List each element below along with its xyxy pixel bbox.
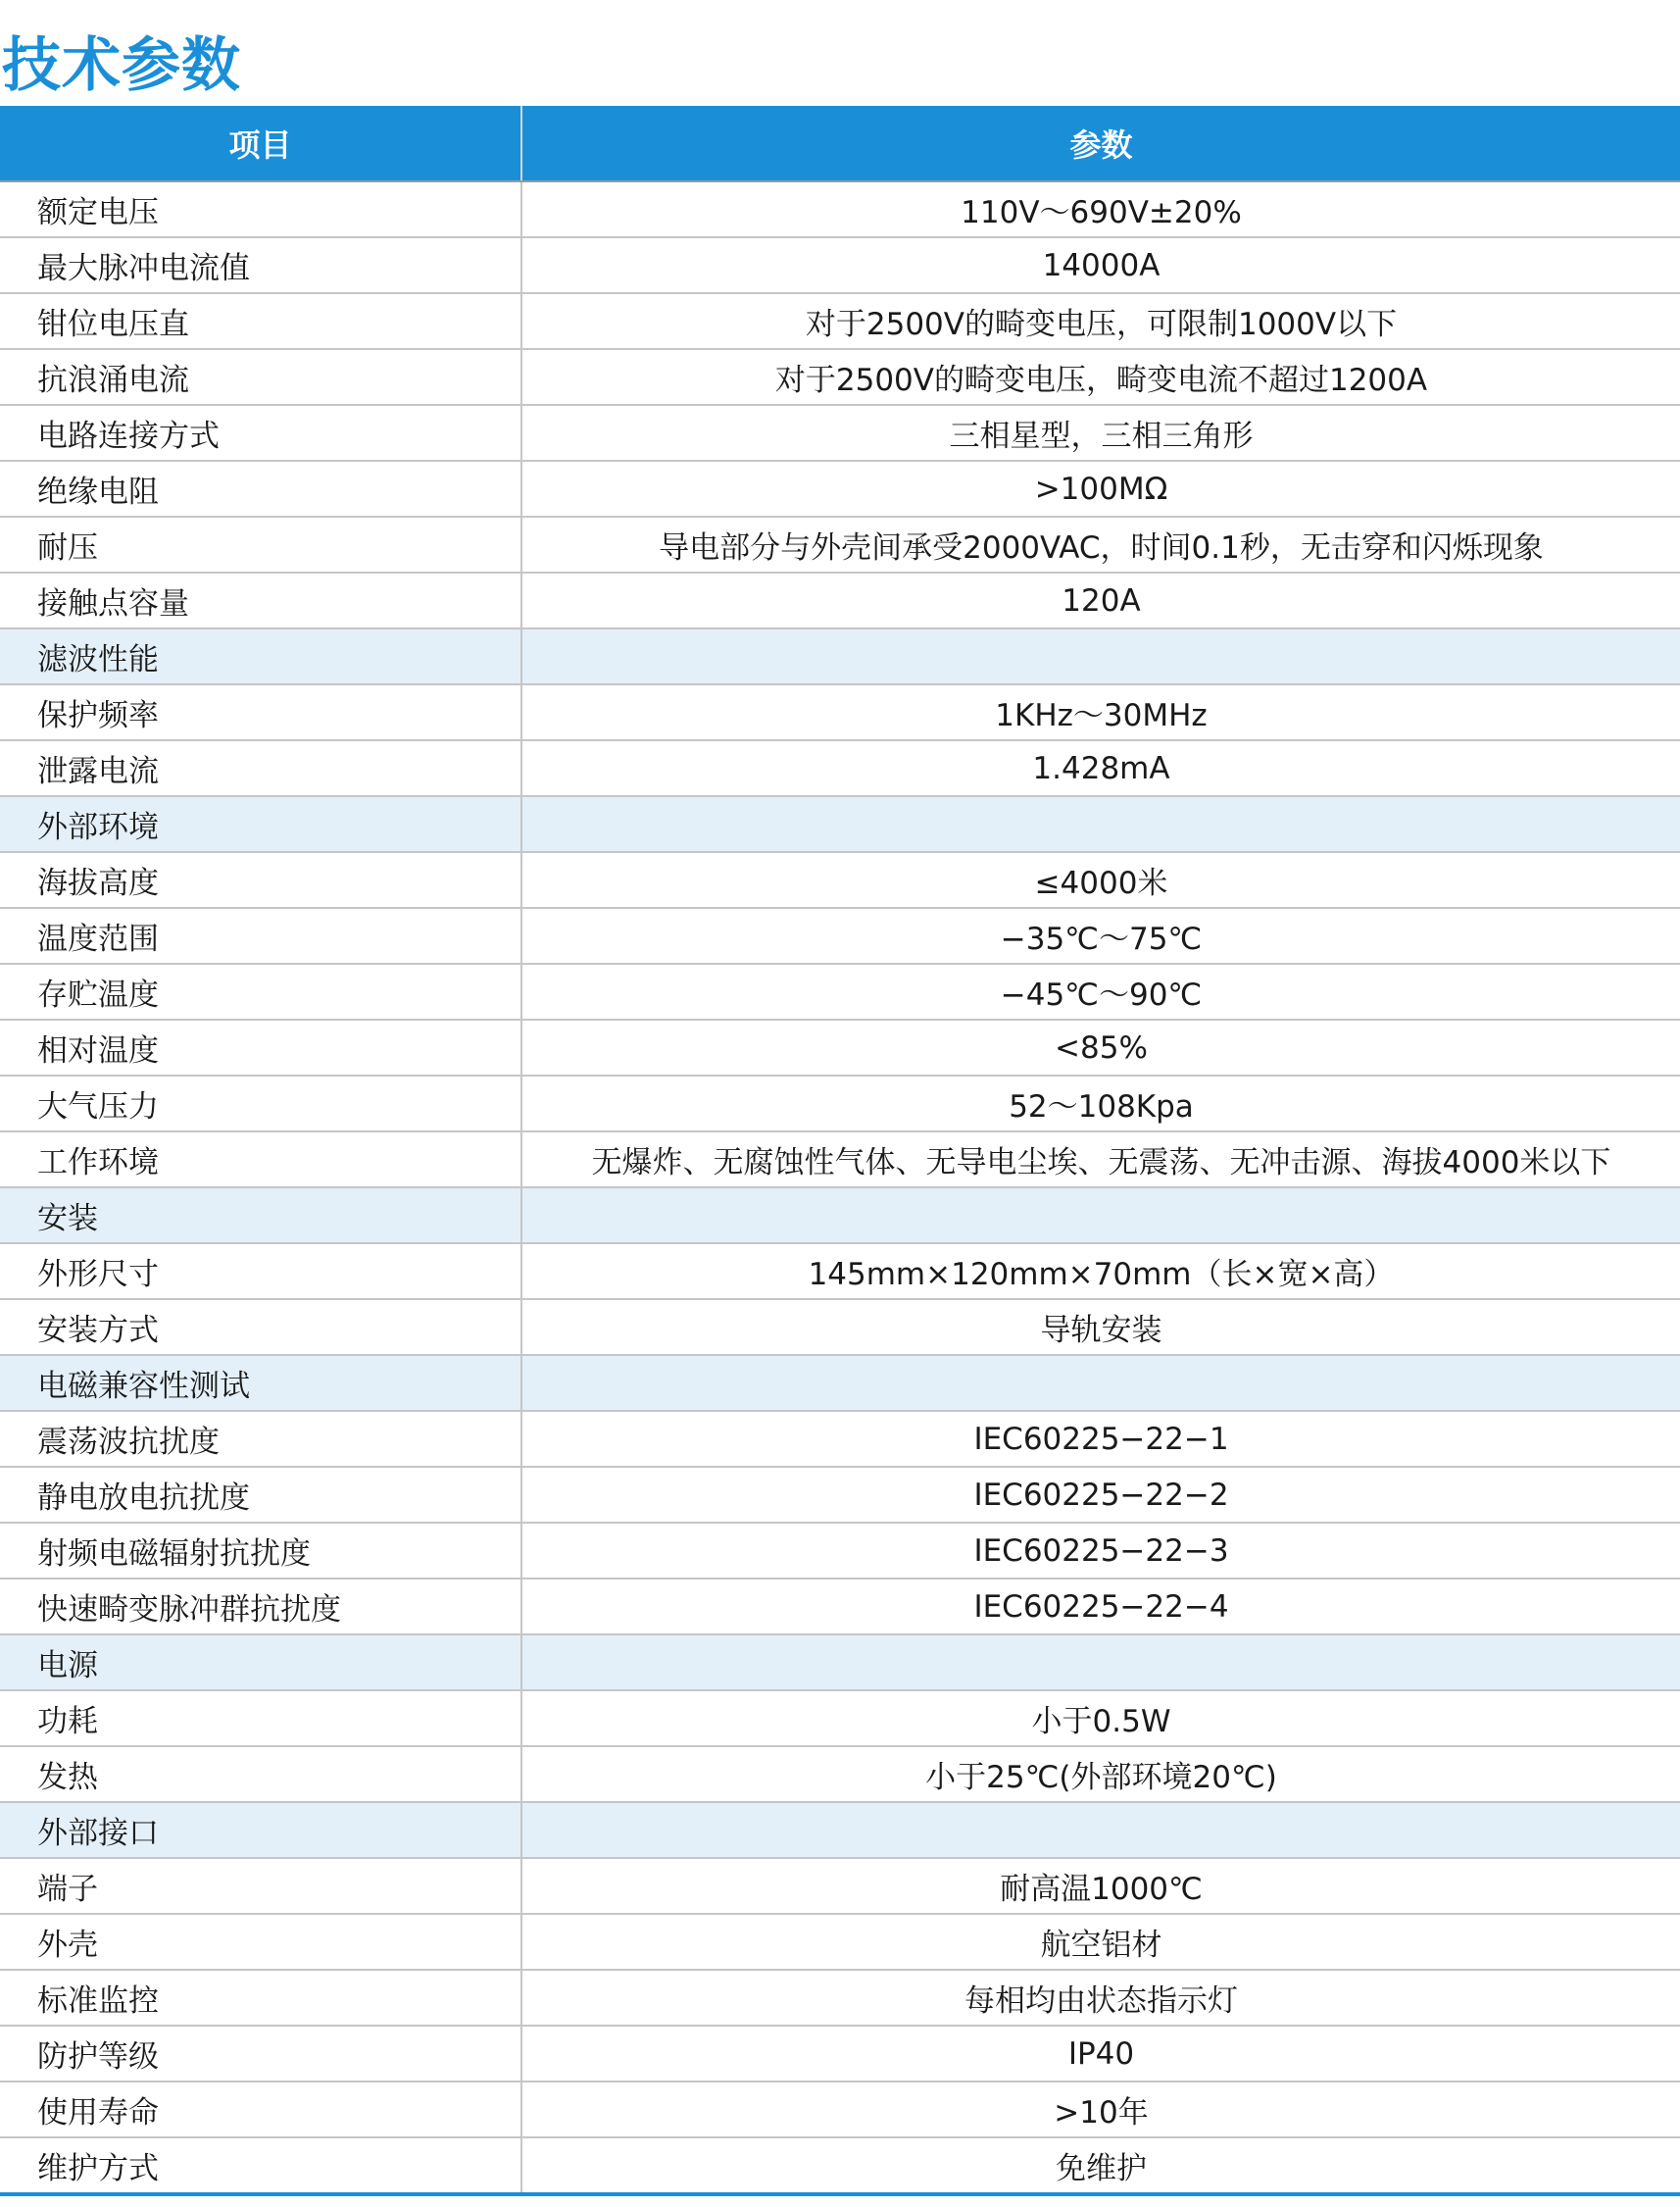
table-row (0, 1523, 1680, 1579)
row-item: 端子 (0, 1858, 521, 1914)
row-item: 温度范围 (0, 908, 521, 964)
table-row (0, 684, 1680, 740)
row-item: 额定电压 (0, 181, 521, 237)
row-item: 防护等级 (0, 2026, 521, 2082)
spec-table (0, 106, 1680, 2196)
table-row (0, 1076, 1680, 1131)
row-item: 存贮温度 (0, 964, 521, 1020)
row-item: 抗浪涌电流 (0, 349, 521, 405)
table-row (0, 1579, 1680, 1634)
row-item: 相对温度 (0, 1020, 521, 1076)
row-value (521, 1355, 1680, 1411)
row-value: 免维护 (521, 2137, 1680, 2194)
row-item: 发热 (0, 1746, 521, 1802)
table-row (0, 1467, 1680, 1523)
section-row (0, 1634, 1680, 1690)
table-row (0, 2137, 1680, 2194)
table-row (0, 349, 1680, 405)
section-title: 安装 (0, 1187, 521, 1243)
row-item: 标准监控 (0, 1970, 521, 2026)
page-title: 技术参数 (2, 31, 241, 100)
table-row (0, 1131, 1680, 1187)
section-row (0, 796, 1680, 852)
row-value: 小于0.5W (521, 1690, 1680, 1746)
row-item: 电路连接方式 (0, 405, 521, 461)
row-value: 耐高温1000℃ (521, 1858, 1680, 1914)
row-value: IEC60225−22−1 (521, 1411, 1680, 1467)
row-value: 三相星型，三相三角形 (521, 405, 1680, 461)
row-value: 小于25℃(外部环境20℃) (521, 1746, 1680, 1802)
header-param: 参数 (521, 106, 1680, 181)
row-value (521, 1187, 1680, 1243)
section-title: 外部接口 (0, 1802, 521, 1858)
section-row (0, 1802, 1680, 1858)
table-row (0, 461, 1680, 517)
row-value: −35℃～75℃ (521, 908, 1680, 964)
row-value: 52～108Kpa (521, 1076, 1680, 1131)
section-title: 电源 (0, 1634, 521, 1690)
table-row (0, 908, 1680, 964)
row-value (521, 1634, 1680, 1690)
row-value: 航空铝材 (521, 1914, 1680, 1970)
table-row (0, 1858, 1680, 1914)
row-item: 外形尺寸 (0, 1243, 521, 1299)
row-value: 120A (521, 573, 1680, 628)
row-value: IEC60225−22−2 (521, 1467, 1680, 1523)
section-title: 滤波性能 (0, 628, 521, 684)
row-value: 14000A (521, 237, 1680, 293)
row-item: 功耗 (0, 1690, 521, 1746)
table-row (0, 1299, 1680, 1355)
row-item: 使用寿命 (0, 2082, 521, 2137)
row-item: 静电放电抗扰度 (0, 1467, 521, 1523)
table-row (0, 405, 1680, 461)
table-row (0, 1411, 1680, 1467)
section-row (0, 1355, 1680, 1411)
row-value: 每相均由状态指示灯 (521, 1970, 1680, 2026)
row-item: 安装方式 (0, 1299, 521, 1355)
row-item: 保护频率 (0, 684, 521, 740)
table-row (0, 181, 1680, 237)
row-value (521, 628, 1680, 684)
row-value: 对于2500V的畸变电压，畸变电流不超过1200A (521, 349, 1680, 405)
row-item: 维护方式 (0, 2137, 521, 2194)
table-row (0, 852, 1680, 908)
table-row (0, 964, 1680, 1020)
row-value: 145mm×120mm×70mm（长×宽×高） (521, 1243, 1680, 1299)
row-item: 钳位电压直 (0, 293, 521, 349)
row-item: 工作环境 (0, 1131, 521, 1187)
row-value: <85% (521, 1020, 1680, 1076)
row-value (521, 796, 1680, 852)
header-item: 项目 (0, 106, 521, 181)
row-value (521, 1802, 1680, 1858)
table-row (0, 1914, 1680, 1970)
row-value: 无爆炸、无腐蚀性气体、无导电尘埃、无震荡、无冲击源、海拔4000米以下 (521, 1131, 1680, 1187)
section-row (0, 628, 1680, 684)
table-row (0, 573, 1680, 628)
table-row (0, 2082, 1680, 2137)
row-value: >10年 (521, 2082, 1680, 2137)
row-value: 1.428mA (521, 740, 1680, 796)
section-title: 外部环境 (0, 796, 521, 852)
row-value: IEC60225−22−4 (521, 1579, 1680, 1634)
row-item: 海拔高度 (0, 852, 521, 908)
table-row (0, 1243, 1680, 1299)
row-value: ≤4000米 (521, 852, 1680, 908)
section-title: 电磁兼容性测试 (0, 1355, 521, 1411)
table-row (0, 1690, 1680, 1746)
row-value: 110V～690V±20% (521, 181, 1680, 237)
table-row (0, 1020, 1680, 1076)
row-value: −45℃～90℃ (521, 964, 1680, 1020)
table-row (0, 1970, 1680, 2026)
row-value: 导电部分与外壳间承受2000VAC，时间0.1秒，无击穿和闪烁现象 (521, 517, 1680, 573)
table-row (0, 293, 1680, 349)
row-value: 1KHz～30MHz (521, 684, 1680, 740)
row-item: 最大脉冲电流值 (0, 237, 521, 293)
row-item: 快速畸变脉冲群抗扰度 (0, 1579, 521, 1634)
table-row (0, 2026, 1680, 2082)
row-item: 绝缘电阻 (0, 461, 521, 517)
row-value: 导轨安装 (521, 1299, 1680, 1355)
table-row (0, 237, 1680, 293)
table-row (0, 740, 1680, 796)
row-value: IEC60225−22−3 (521, 1523, 1680, 1579)
section-row (0, 1187, 1680, 1243)
row-item: 接触点容量 (0, 573, 521, 628)
table-row (0, 1746, 1680, 1802)
table-body (0, 181, 1680, 2194)
row-value: IP40 (521, 2026, 1680, 2082)
table-row (0, 517, 1680, 573)
table-header-row (0, 106, 1680, 181)
row-value: 对于2500V的畸变电压，可限制1000V以下 (521, 293, 1680, 349)
row-item: 外壳 (0, 1914, 521, 1970)
row-value: >100MΩ (521, 461, 1680, 517)
row-item: 射频电磁辐射抗扰度 (0, 1523, 521, 1579)
row-item: 震荡波抗扰度 (0, 1411, 521, 1467)
row-item: 耐压 (0, 517, 521, 573)
row-item: 大气压力 (0, 1076, 521, 1131)
row-item: 泄露电流 (0, 740, 521, 796)
